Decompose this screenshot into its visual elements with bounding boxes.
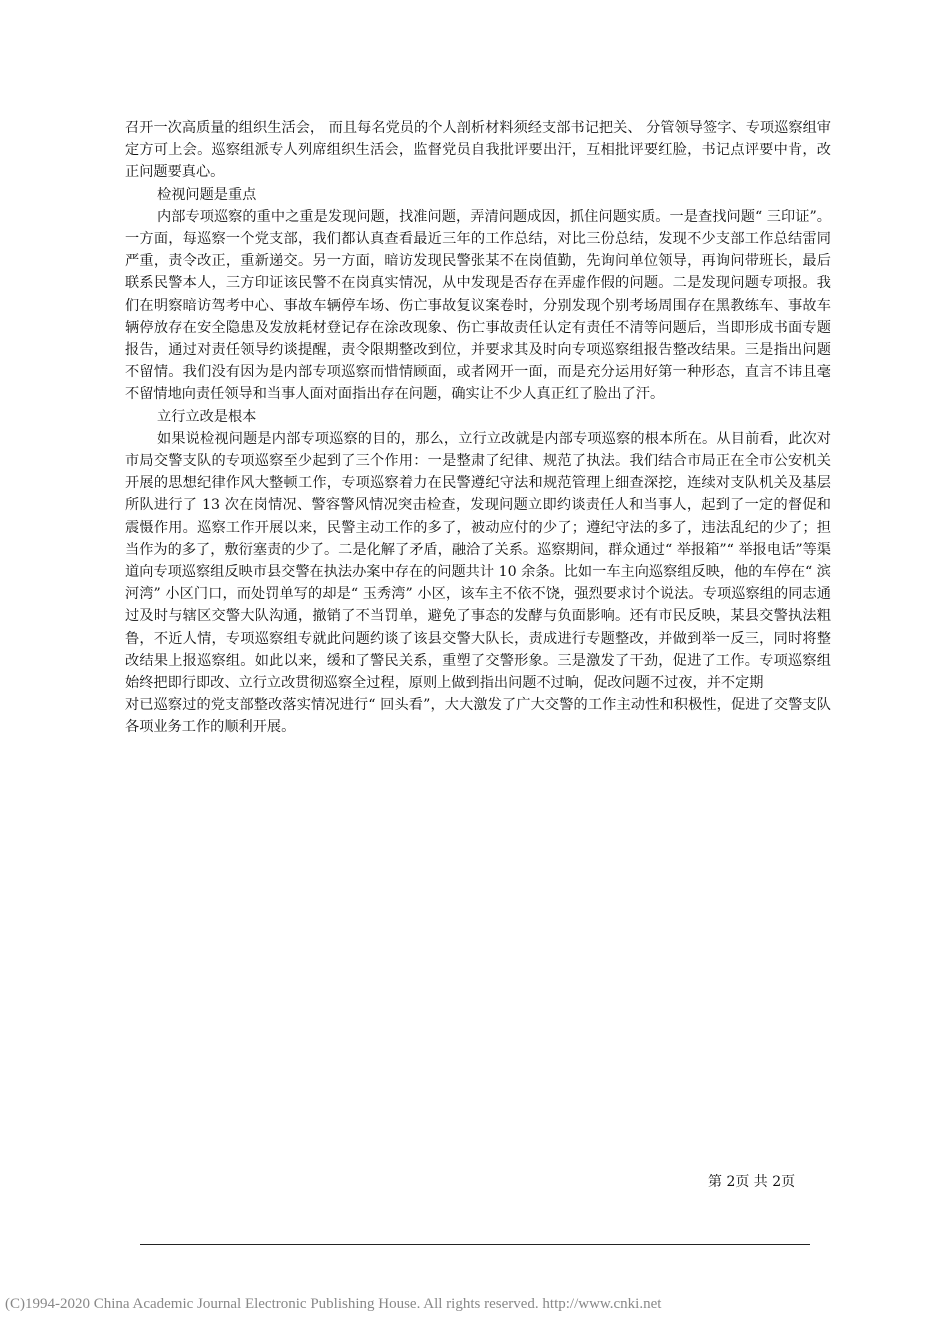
footer-divider <box>140 1244 810 1245</box>
paragraph: 对已巡察过的党支部整改落实情况进行“ 回头看”，大大激发了广大交警的工作主动性和积极性，促进了交警支队各项业务工作的顺利开展。 <box>125 697 831 736</box>
paragraph: 如果说检视问题是内部专项巡察的目的，那么，立行立改就是内部专项巡察的根本所在。从目前看，此次对市局交警支队的专项巡察至少起到了三个作用：一是整肃了纪律、规范了执法。我们结合市局正在全市公安机关开展的思想纪律作风大整顿工作，专项巡察着力在民警遵纪守法和规范管理上细查深挖，连续对支队机关及基层所队进行了 13 次在岗情况、警容警风情况突击检查，发现问题立即约谈责任人和当事人，起到了一定的督促和震慑作用。巡察工作开展以来，民警主动工作的多了，被动应付的少了；遵纪守法的多了，违法乱纪的少了；担当作为的多了，敷衍塞责的少了。二是化解了矛盾，融洽了关系。巡察期间，群众通过“ 举报箱”“ 举报电话”等渠道向专项巡察组反映市县交警在执法办案中存在的问题共计 10 余条。比如一车主向巡察组反映，他的车停在“ 滨河湾” 小区门口，而处罚单写的却是“ 玉秀湾” 小区，该车主不依不饶，强烈要求讨个说法。专项巡察组的同志通过及时与辖区交警大队沟通，撤销了不当罚单，避免了事态的发酵与负面影响。还有市民反映，某县交警执法粗鲁，不近人情，专项巡察组专就此问题约谈了该县交警大队长，责成进行专题整改，并做到举一反三，同时将整改结果上报巡察组。如此以来，缓和了警民关系，重塑了交警形象。三是激发了干劲，促进了工作。专项巡察组始终把即行即改、立行立改贯彻巡察全过程，原则上做到指出问题不过晌，促改问题不过夜，并不定期 <box>125 430 831 692</box>
copyright-notice: (C)1994-2020 China Academic Journal Electronic Publishing House. All rights reserved. http://www.cnki.net <box>5 1296 662 1312</box>
document-body <box>125 117 831 739</box>
paragraph: 内部专项巡察的重中之重是发现问题，找准问题，弄清问题成因，抓住问题实质。一是查找问题“ 三印证”。一方面，每巡察一个党支部，我们都认真查看最近三年的工作总结，对比三份总结，发现不少支部工作总结雷同严重，责令改正，重新递交。另一方面，暗访发现民警张某不在岗值勤，先询问单位领导，再询问带班长，最后联系民警本人，三方印证该民警不在岗真实情况，从中发现是否存在弄虚作假的问题。二是发现问题专项报。我们在明察暗访驾考中心、事故车辆停车场、伤亡事故复议案卷时，分别发现个别考场周围存在黑教练车、事故车辆停放存在安全隐患及发放耗材登记存在涂改现象、伤亡事故责任认定有责任不清等问题后，当即形成书面专题报告，通过对责任领导约谈提醒，责令限期整改到位，并要求其及时向专项巡察组报告整改结果。三是指出问题不留情。我们没有因为是内部专项巡察而惜情顾面，或者网开一面，而是充分运用好第一种形态，直言不讳且毫不留情地向责任领导和当事人面对面指出存在问题，确实让不少人真正红了脸出了汗。 <box>125 208 831 403</box>
page-number: 第 2页 共 2页 <box>708 1174 796 1190</box>
section-heading: 立行立改是根本 <box>157 408 257 425</box>
paragraph: 召开一次高质量的组织生活会， 而且每名党员的个人剖析材料须经支部书记把关、 分管领导签字、专项巡察组审定方可上会。巡察组派专人列席组织生活会，监督党员自我批评要出汗，互相批评要红脸，书记点评要中肯，改正问题要真心。 <box>125 120 831 181</box>
section-heading: 检视问题是重点 <box>157 186 257 203</box>
